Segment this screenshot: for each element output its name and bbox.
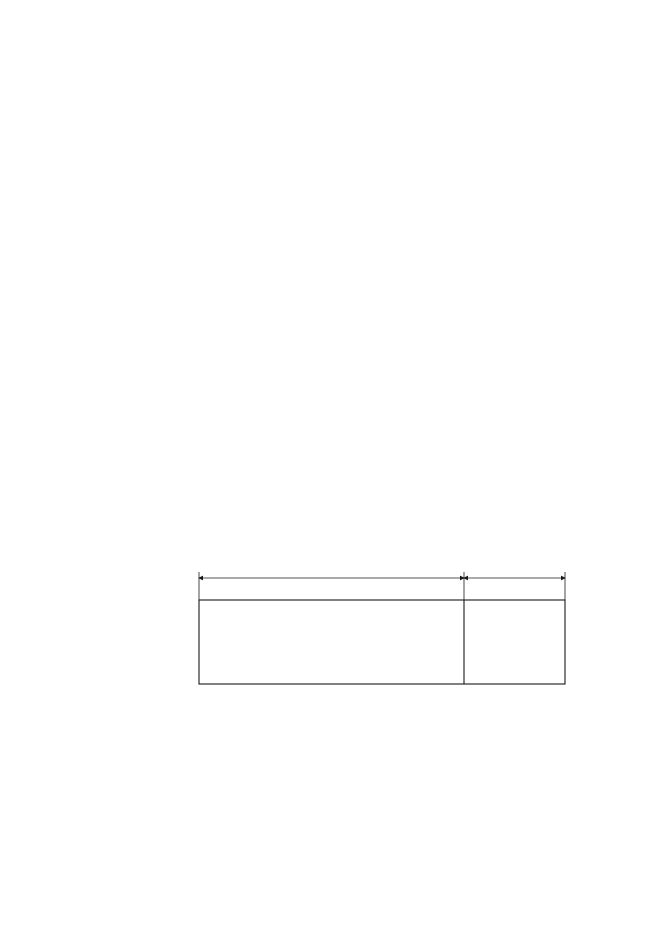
mpe-fec-frame-diagram: [120, 558, 580, 688]
figure-8-diagram: [120, 558, 580, 693]
frame-rectangle: [199, 600, 565, 684]
